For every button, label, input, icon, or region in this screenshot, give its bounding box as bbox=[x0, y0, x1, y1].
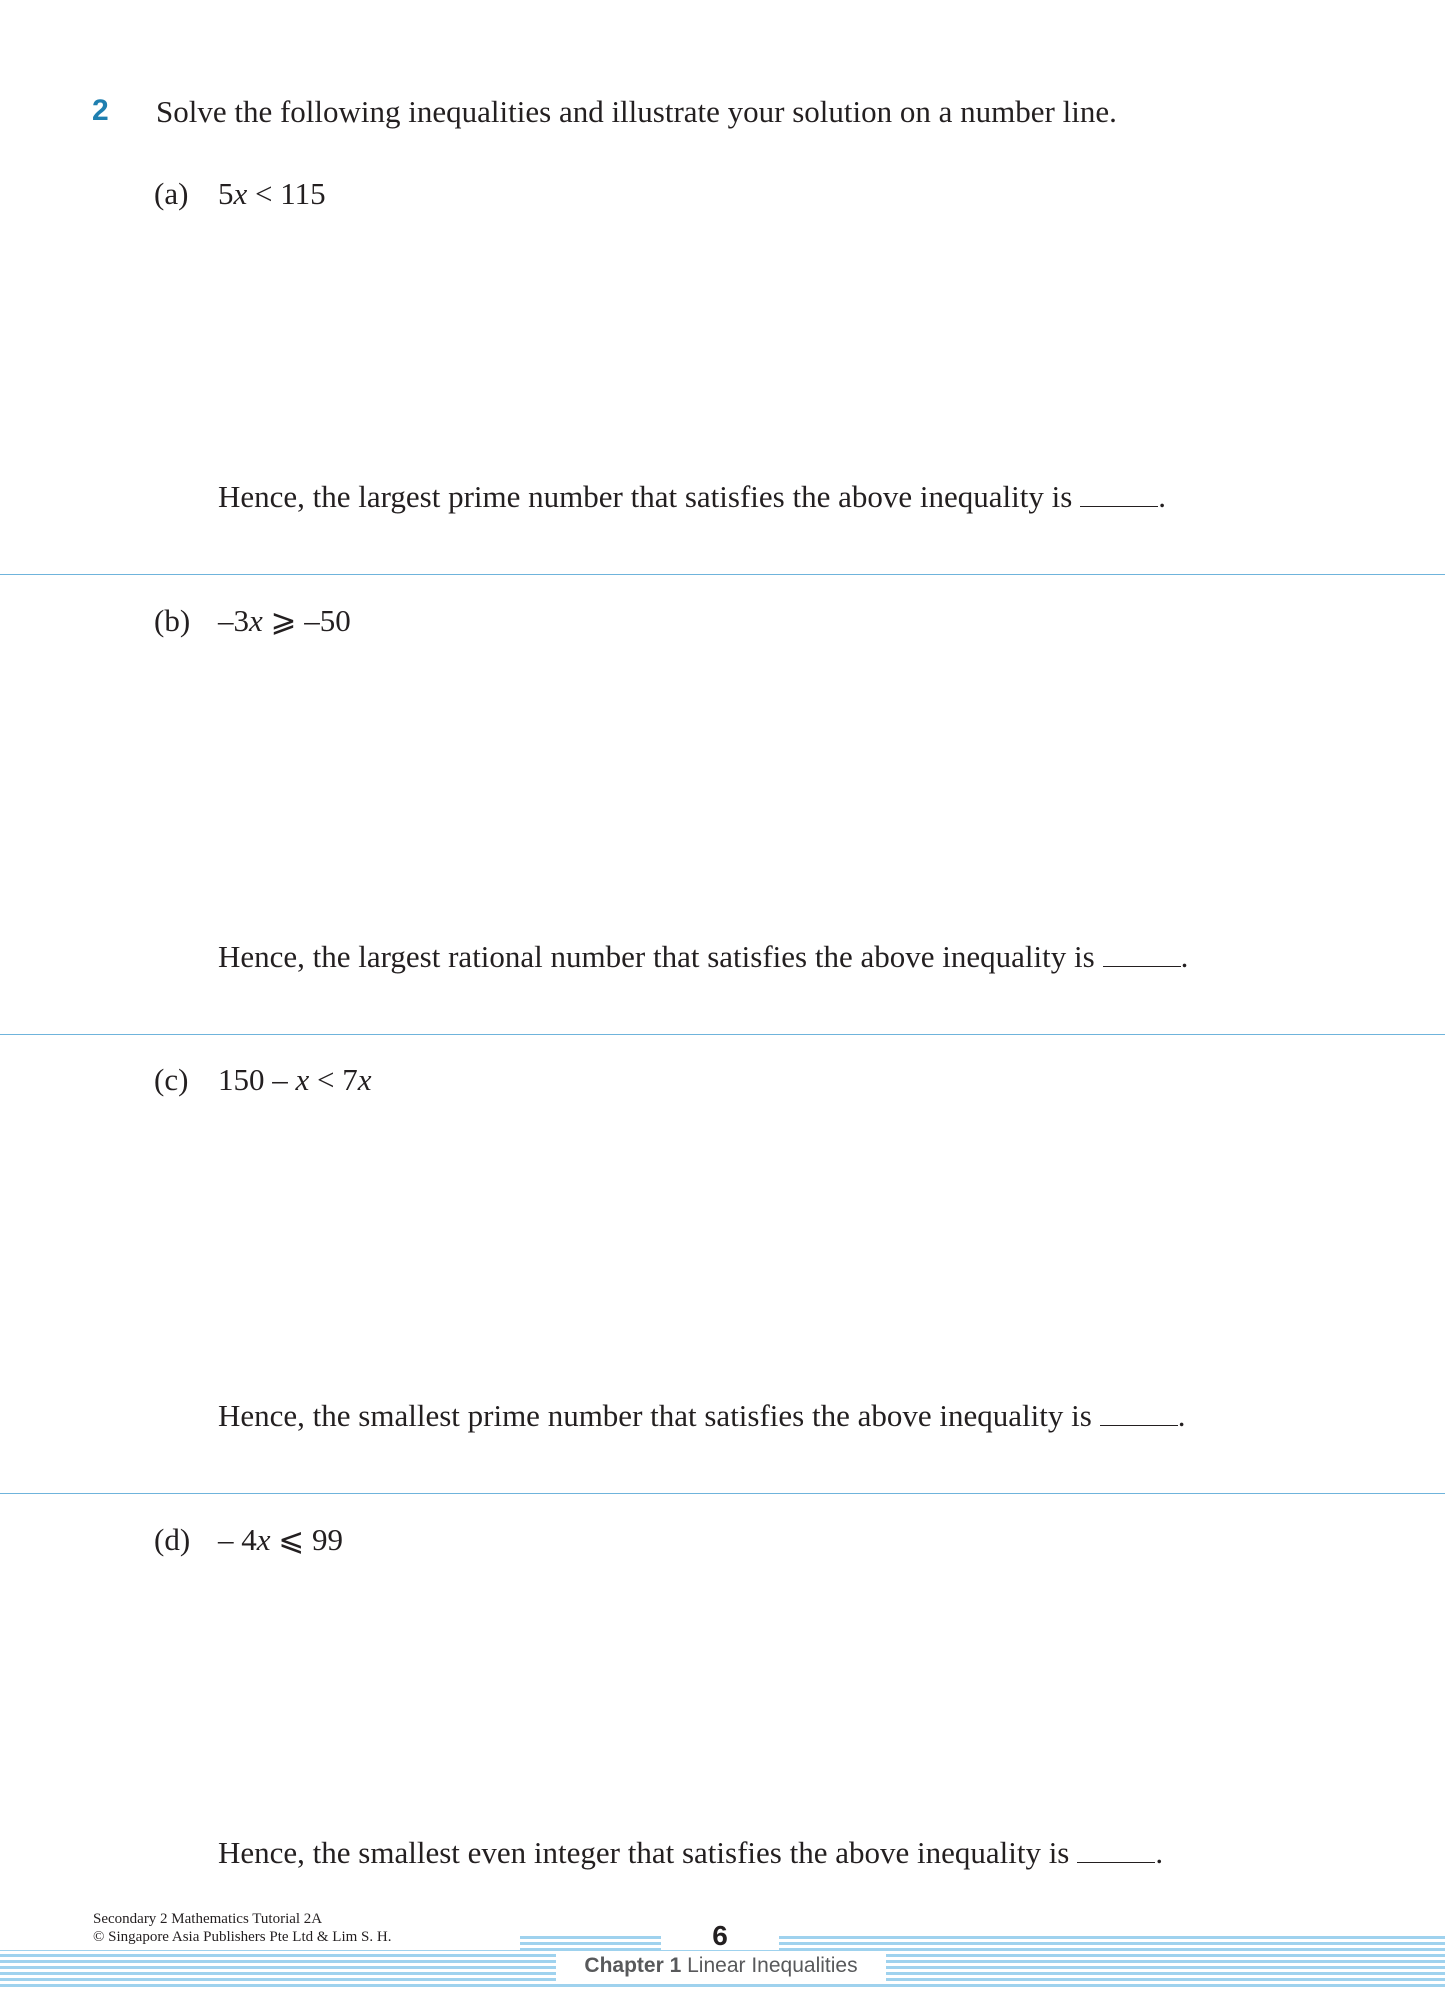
part-c-prompt bbox=[154, 1062, 372, 1098]
part-a-label: (a) bbox=[154, 176, 189, 211]
part-b-inequality: –3x ⩾ –50 bbox=[218, 603, 351, 638]
part-a-hence-text: Hence, the largest prime number that satisfies the above inequality is bbox=[218, 479, 1073, 514]
chapter-label: Chapter 1 bbox=[584, 1954, 682, 1977]
section-divider bbox=[0, 574, 1445, 575]
footer-copyright: © Singapore Asia Publishers Pte Ltd & Lim S. H. bbox=[93, 1929, 392, 1945]
part-a-prompt bbox=[154, 176, 326, 212]
part-b-period: . bbox=[1180, 939, 1189, 974]
section-divider bbox=[0, 1493, 1445, 1494]
part-c-hence-text: Hence, the smallest prime number that satisfies the above inequality is bbox=[218, 1398, 1092, 1433]
part-c-label: (c) bbox=[154, 1062, 189, 1097]
part-b-hence bbox=[218, 936, 1188, 975]
chapter-title: Linear Inequalities bbox=[687, 1954, 858, 1977]
question-stem: Solve the following inequalities and illustrate your solution on a number line. bbox=[156, 94, 1117, 129]
part-b-prompt bbox=[154, 603, 351, 639]
part-d-hence-text: Hence, the smallest even integer that satisfies the above inequality is bbox=[218, 1835, 1070, 1870]
part-d-hence bbox=[218, 1832, 1163, 1871]
footer-book-title: Secondary 2 Mathematics Tutorial 2A bbox=[93, 1911, 323, 1927]
page-number: 6 bbox=[712, 1920, 728, 1951]
part-c-hence bbox=[218, 1395, 1186, 1434]
part-c-period: . bbox=[1177, 1398, 1186, 1433]
part-b-label: (b) bbox=[154, 603, 191, 638]
part-a-answer-blank[interactable] bbox=[1080, 476, 1158, 507]
part-c-answer-blank[interactable] bbox=[1100, 1395, 1178, 1426]
question-number: 2 bbox=[92, 94, 109, 127]
part-d-period: . bbox=[1155, 1835, 1164, 1870]
part-a-inequality: 5x < 115 bbox=[218, 176, 326, 211]
section-divider bbox=[0, 1034, 1445, 1035]
part-d-label: (d) bbox=[154, 1522, 191, 1557]
part-a-period: . bbox=[1158, 479, 1167, 514]
part-d-prompt bbox=[154, 1522, 343, 1558]
part-d-inequality: – 4x ⩽ 99 bbox=[218, 1522, 343, 1557]
part-a-hence bbox=[218, 476, 1166, 515]
part-d-answer-blank[interactable] bbox=[1077, 1832, 1155, 1863]
part-c-inequality: 150 – x < 7x bbox=[218, 1062, 372, 1097]
part-b-hence-text: Hence, the largest rational number that satisfies the above inequality is bbox=[218, 939, 1095, 974]
part-b-answer-blank[interactable] bbox=[1103, 936, 1181, 967]
footer-chapter bbox=[556, 1954, 886, 1978]
